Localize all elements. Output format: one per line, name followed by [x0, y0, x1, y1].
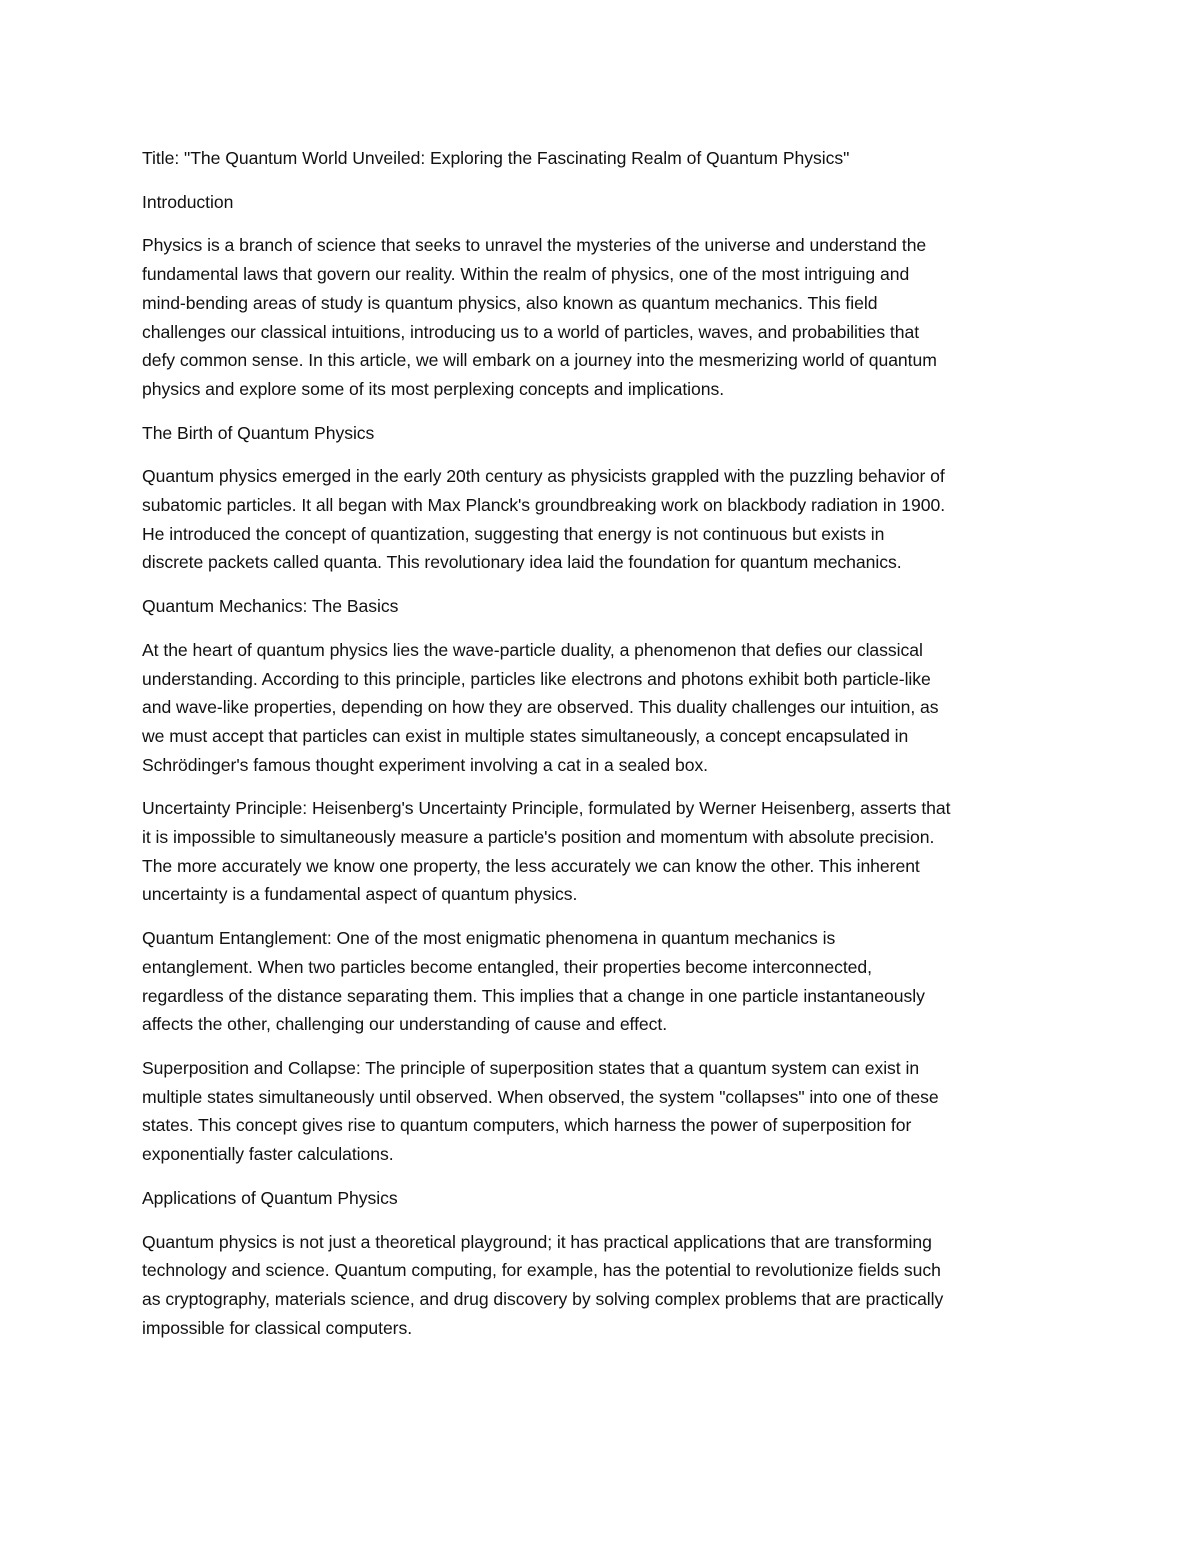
applications-body: [142, 1228, 1070, 1343]
text-line: The Birth of Quantum Physics: [142, 422, 375, 443]
document-title-line: Title: "The Quantum World Unveiled: Exploring the Fascinating Realm of Quantum Physics": [142, 148, 850, 168]
birth-heading: [142, 419, 1070, 448]
text-line: fundamental laws that govern our reality. Within the realm of physics, one of the most intriguing and: [142, 264, 910, 285]
text-line: technology and science. Quantum computing, for example, has the potential to revolutionize fields such: [142, 1260, 941, 1281]
introduction-body: [142, 231, 1070, 403]
uncertainty-paragraph: [142, 794, 1070, 909]
text-line: it is impossible to simultaneously measure a particle's position and momentum with absolute precision.: [142, 827, 935, 848]
superposition-paragraph: [142, 1054, 1070, 1169]
text-line: exponentially faster calculations.: [142, 1144, 394, 1165]
text-line: Quantum physics emerged in the early 20th century as physicists grappled with the puzzling behavior of: [142, 466, 945, 487]
text-line: and wave-like properties, depending on how they are observed. This duality challenges our intuition, as: [142, 697, 939, 718]
document-body: [142, 144, 1070, 1357]
text-line: we must accept that particles can exist in multiple states simultaneously, a concept encapsulated in: [142, 725, 909, 746]
text-line: Applications of Quantum Physics: [142, 1187, 398, 1208]
text-line: subatomic particles. It all began with Max Planck's groundbreaking work on blackbody radiation in 1900.: [142, 495, 946, 516]
text-line: entanglement. When two particles become entangled, their properties become interconnected,: [142, 956, 872, 977]
text-line: Quantum physics is not just a theoretical playground; it has practical applications that are transforming: [142, 1231, 932, 1252]
text-line: regardless of the distance separating them. This implies that a change in one particle instantaneously: [142, 985, 925, 1006]
entanglement-paragraph: [142, 924, 1070, 1039]
text-line: He introduced the concept of quantization, suggesting that energy is not continuous but exists in: [142, 523, 885, 544]
text-line: multiple states simultaneously until observed. When observed, the system "collapses" into one of these: [142, 1086, 939, 1107]
text-line: defy common sense. In this article, we will embark on a journey into the mesmerizing world of quantum: [142, 350, 937, 371]
text-line: Superposition and Collapse: The principle of superposition states that a quantum system can exist in: [142, 1057, 920, 1078]
text-line: At the heart of quantum physics lies the wave-particle duality, a phenomenon that defies our classical: [142, 639, 923, 660]
text-line: physics and explore some of its most perplexing concepts and implications.: [142, 378, 725, 399]
birth-body: [142, 462, 1070, 577]
text-line: uncertainty is a fundamental aspect of quantum physics.: [142, 884, 578, 905]
text-line: Quantum Entanglement: One of the most enigmatic phenomena in quantum mechanics is: [142, 928, 836, 949]
text-line: challenges our classical intuitions, introducing us to a world of particles, waves, and probabilities that: [142, 321, 920, 342]
basics-body: [142, 636, 1070, 780]
text-line: states. This concept gives rise to quantum computers, which harness the power of superposition for: [142, 1115, 912, 1136]
document-title: [142, 144, 1070, 173]
text-line: Physics is a branch of science that seeks to unravel the mysteries of the universe and understand the: [142, 235, 927, 256]
text-line: discrete packets called quanta. This revolutionary idea laid the foundation for quantum mechanics.: [142, 552, 902, 573]
text-line: affects the other, challenging our understanding of cause and effect.: [142, 1014, 668, 1035]
text-line: as cryptography, materials science, and drug discovery by solving complex problems that are practically: [142, 1288, 944, 1309]
text-line: Introduction: [142, 191, 234, 212]
basics-heading: [142, 592, 1070, 621]
applications-heading: [142, 1184, 1070, 1213]
paragraph-container: [142, 188, 1070, 1343]
text-line: The more accurately we know one property, the less accurately we can know the other. This inherent: [142, 855, 920, 876]
introduction-heading: [142, 188, 1070, 217]
text-line: impossible for classical computers.: [142, 1317, 413, 1338]
text-line: Schrödinger's famous thought experiment involving a cat in a sealed box.: [142, 754, 709, 775]
text-line: Uncertainty Principle: Heisenberg's Uncertainty Principle, formulated by Werner Heisenberg, asserts that: [142, 798, 951, 819]
text-line: understanding. According to this principle, particles like electrons and photons exhibit both particle-like: [142, 668, 931, 689]
text-line: Quantum Mechanics: The Basics: [142, 596, 399, 617]
text-line: mind-bending areas of study is quantum physics, also known as quantum mechanics. This field: [142, 292, 878, 313]
